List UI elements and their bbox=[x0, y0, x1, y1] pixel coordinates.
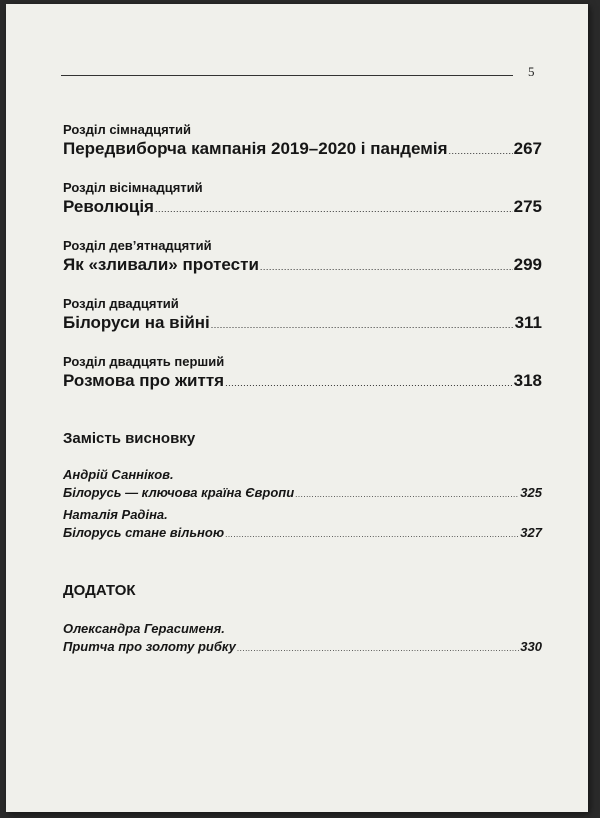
page-ref: 267 bbox=[513, 139, 542, 158]
chapter-label: Розділ двадцять перший bbox=[63, 354, 225, 369]
page-ref: 299 bbox=[513, 255, 542, 274]
dot-leader bbox=[211, 320, 514, 330]
page-number: 5 bbox=[528, 64, 535, 79]
dot-leader bbox=[225, 530, 519, 539]
chapter-label: Розділ вісімнадцятий bbox=[63, 180, 203, 195]
dot-leader bbox=[237, 644, 519, 653]
dot-leader bbox=[260, 262, 513, 272]
dot-leader bbox=[448, 146, 512, 156]
page-ref: 327 bbox=[520, 525, 542, 540]
author-name: Наталія Радіна. bbox=[63, 507, 168, 522]
toc-entry-appendix-1 bbox=[63, 620, 542, 656]
dot-leader bbox=[155, 204, 513, 214]
toc-entry-chapter-21 bbox=[63, 354, 542, 392]
toc-entry-chapter-20 bbox=[63, 296, 542, 334]
chapter-label: Розділ двадцятий bbox=[63, 296, 179, 311]
toc-entry-conclusion-1 bbox=[63, 466, 542, 502]
toc-entry-chapter-19 bbox=[63, 238, 542, 276]
page-ref: 275 bbox=[513, 197, 542, 216]
chapter-title: Розмова про життя bbox=[63, 371, 225, 390]
toc-entry-conclusion-2 bbox=[63, 506, 542, 542]
chapter-label: Розділ дев’ятнадцятий bbox=[63, 238, 212, 253]
chapter-label: Розділ сімнадцятий bbox=[63, 122, 192, 137]
entry-title: Притча про золоту рибку bbox=[63, 639, 236, 654]
chapter-title: Революція bbox=[63, 197, 154, 216]
dot-leader bbox=[295, 490, 519, 499]
dot-leader bbox=[225, 378, 513, 388]
page-ref: 318 bbox=[513, 371, 542, 390]
chapter-title: Як «зливали» протести bbox=[63, 255, 259, 274]
conclusion-heading: Замість висновку bbox=[63, 430, 196, 447]
page-ref: 311 bbox=[514, 313, 542, 332]
book-page bbox=[6, 4, 588, 812]
author-name: Олександра Герасименя. bbox=[63, 621, 225, 636]
author-name: Андрій Санніков. bbox=[63, 467, 174, 482]
header-rule bbox=[61, 75, 513, 76]
page-ref: 325 bbox=[520, 485, 542, 500]
appendix-heading: ДОДАТОК bbox=[63, 582, 136, 599]
entry-title: Білорусь стане вільною bbox=[63, 525, 225, 540]
chapter-title: Передвиборча кампанія 2019–2020 і пандемія bbox=[63, 139, 448, 158]
page-ref: 330 bbox=[520, 639, 542, 654]
toc-entry-chapter-18 bbox=[63, 180, 542, 218]
chapter-title: Білоруси на війні bbox=[63, 313, 210, 332]
entry-title: Білорусь — ключова країна Європи bbox=[63, 485, 295, 500]
toc-entry-chapter-17 bbox=[63, 122, 542, 160]
